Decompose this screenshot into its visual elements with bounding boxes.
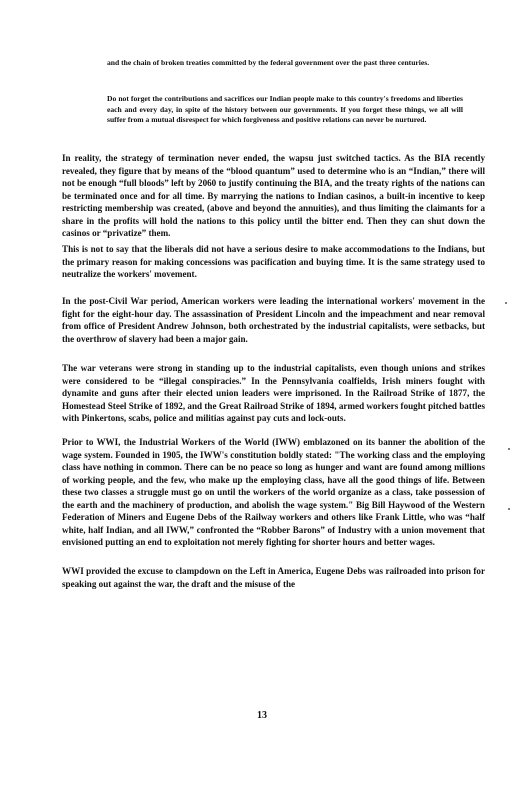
block-quote-1: and the chain of broken treaties committed by the federal government over the past three centuries. — [107, 58, 430, 67]
paragraph-post-civil-war: In the post-Civil War period, American workers were leading the international workers' movement in the fight for the eight-hour day. The assassination of President Lincoln and the impeachment and near removal from office of President Andrew Johnson, both orchestrated by the industrial capitalists, were setbacks, but the overthrow of slavery had been a major gain. — [62, 296, 485, 344]
paragraph-liberals: This is not to say that the liberals did not have a serious desire to make accommodations to the Indians, but the primary reason for making concessions was pacification and buying time. It is the same strategy used to neutralize the workers' movement. — [62, 244, 485, 279]
scan-speck — [505, 302, 507, 304]
scan-speck — [508, 448, 510, 450]
scan-speck — [508, 508, 510, 510]
paragraph-wwi: WWI provided the excuse to clampdown on the Left in America, Eugene Debs was railroaded into prison for speaking out against the war, the draft and the misuse of the — [62, 566, 485, 589]
paragraph-war-veterans: The war veterans were strong in standing up to the industrial capitalists, even though unions and strikes were considered to be “illegal conspiracies.” In the Pennsylvania coalfields, Irish miners fought with dynamite and guns after their elected union leaders were imprisoned. In the Railroad Strike of 1877, the Homestead Steel Strike of 1892, and the Great Railroad Strike of 1894, armed workers fought pitched battles with Pinkertons, scabs, police and militias against pay cuts and lock-outs. — [62, 363, 485, 423]
paragraph-iww: Prior to WWI, the Industrial Workers of the World (IWW) emblazoned on its banner the abolition of the wage system. Founded in 1905, the IWW's constitution boldly stated: "The working class and the employing class have nothing in common. There can be no peace so long as hunger and want are found among millions of working people, and the few, who make up the employing class, have all the good things of life. Between these two classes a struggle must go on until the workers of the world organize as a class, take possession of the earth and the machinery of production, and abolish the wage system." Big Bill Haywood of the Western Federation of Miners and Eugene Debs of the Railway workers and others like Frank Little, who was “half white, half Indian, and all IWW,” confronted the “Robber Barons” of Industry with a union movement that envisioned putting an end to exploitation not merely fighting for shorter hours and better wages. — [62, 437, 485, 547]
page-number: 13 — [257, 710, 267, 721]
block-quote-2: Do not forget the contributions and sacrifices our Indian people make to this country's freedoms and liberties each and every day, in spite of the history between our governments. If you forget these things, we all will suffer from a mutual disrespect for which forgiveness and positive relations can never be nurtured. — [107, 94, 463, 125]
paragraph-termination: In reality, the strategy of termination never ended, the wapsu just switched tactics. As the BIA recently revealed, they figure that by means of the “blood quantum” used to determine who is an “Indian,” there will not be enough “full bloods” left by 2060 to justify continuing the BIA, and the treaty rights of the nations can be terminated once and for all time. By marrying the nations to Indian casinos, a built-in incentive to keep restricting membership was created, (above and beyond the annuities), and thus limiting the claimants for a share in the profits will hold the nations to this policy until the bitter end. Then they can shut down the casinos or “privatize” them. — [62, 153, 485, 238]
